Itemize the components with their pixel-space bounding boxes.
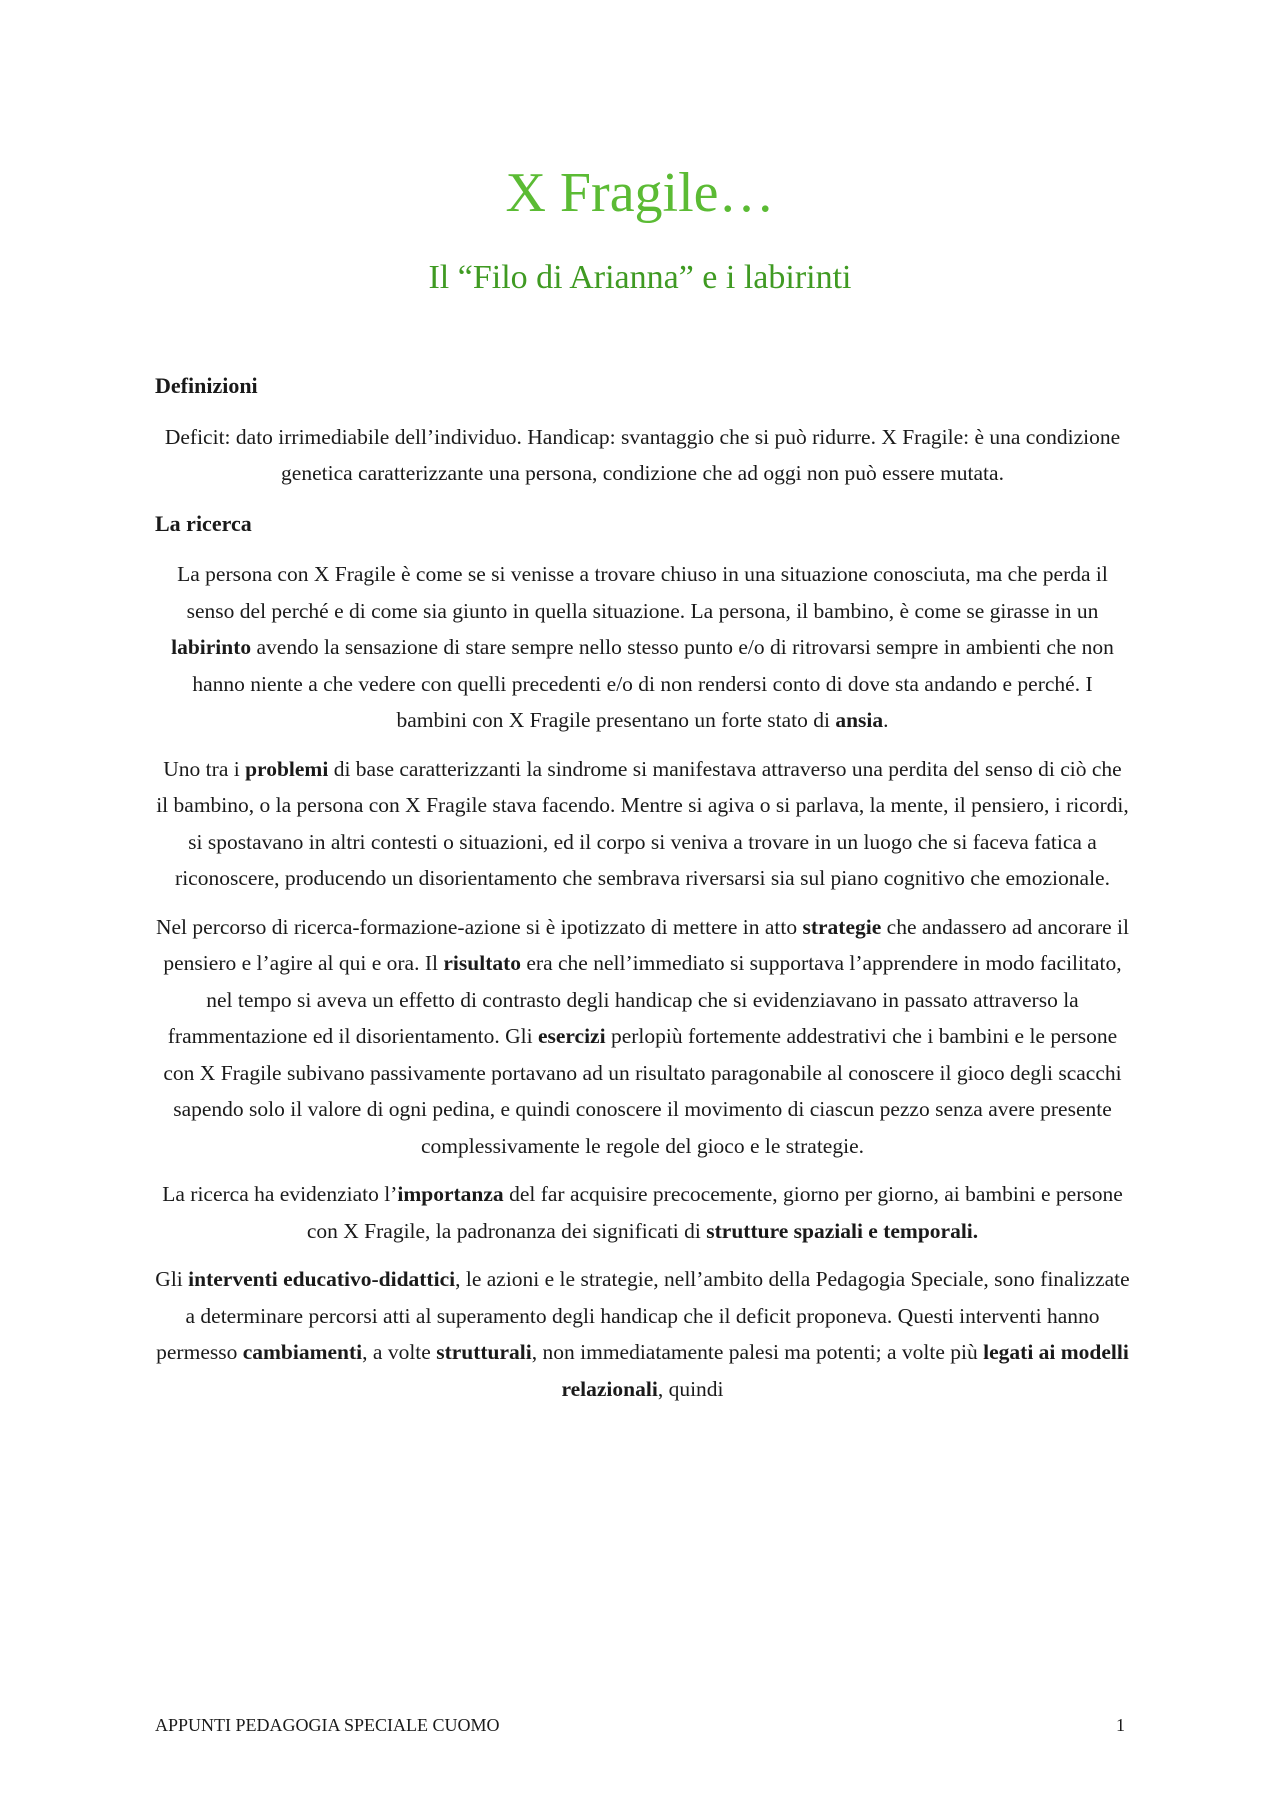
bold-text: strategie	[802, 914, 882, 939]
bold-text: problemi	[245, 756, 329, 781]
text-run: del far acquisire precocemente, giorno per giorno, ai bambini e persone con X Fragile, la padronanza dei significati di	[306, 1182, 1123, 1243]
text-run: Gli	[155, 1267, 189, 1292]
text-run: Uno tra i	[163, 756, 246, 781]
text-run: perlopiù fortemente addestrativi che i bambini e le persone con X Fragile subivano passivamente portavano ad un risultato paragonabile al conoscere il gioco degli scacchi sapendo solo il valore di ogni pedina, e quindi conoscere il movimento di ciascun pezzo senza avere presente complessivamente le regole del gioco e le strategie.	[163, 1024, 1122, 1158]
text-run: Deficit: dato irrimediabile dell’individuo. Handicap: svantaggio che si può ridurre. X Fragile: è una condizione genetica caratterizzante una persona, condizione che ad oggi non può essere mutata.	[164, 424, 1121, 486]
text-run: La ricerca ha evidenziato l’	[162, 1182, 398, 1207]
paragraph	[155, 1176, 1130, 1249]
bold-text: risultato	[443, 951, 522, 976]
text-run: , le azioni e le strategie, nell’ambito della Pedagogia Speciale, sono finalizzate a determinare percorsi atti al superamento degli handicap che il deficit proponeva. Questi interventi hanno permesso	[156, 1267, 1130, 1365]
bold-text: strutture spaziali e temporali.	[706, 1218, 979, 1243]
section-heading-definizioni: Definizioni	[155, 373, 258, 398]
text-run: di base caratterizzanti la sindrome si manifestava attraverso una perdita del senso di ciò che il bambino, o la persona con X Fragile stava facendo. Mentre si agiva o si parlava, la mente, il pensiero, i ricordi, si spostavano in altri contesti o situazioni, ed il corpo si veniva a trovare in un luogo che si faceva fatica a riconoscere, producendo un disorientamento che sembrava riversarsi sia sul piano cognitivo che emozionale.	[156, 756, 1129, 891]
document-body	[155, 372, 1130, 1419]
bold-text: strutturali	[436, 1340, 532, 1365]
bold-text: legati ai modelli relazionali	[561, 1340, 1129, 1401]
bold-text: esercizi	[537, 1024, 606, 1049]
document-subtitle: Il “Filo di Arianna” e i labirinti	[428, 259, 852, 296]
bold-text: ansia	[835, 708, 884, 733]
text-run: era che nell’immediato si supportava l’apprendere in modo facilitato, nel tempo si aveva un effetto di contrasto degli handicap che si evidenziavano in passato attraverso la frammentazione ed il disorientamento. Gli	[167, 951, 1122, 1049]
paragraph	[155, 419, 1130, 492]
paragraph	[155, 1261, 1130, 1407]
text-run: che andassero ad ancorare il pensiero e l’agire al qui e ora. Il	[163, 914, 1129, 976]
text-run: , quindi	[657, 1376, 724, 1401]
page-footer	[155, 1715, 1125, 1736]
paragraph	[155, 909, 1130, 1165]
bold-text: importanza	[397, 1182, 504, 1207]
text-run: , a volte	[362, 1340, 437, 1365]
text-run: .	[883, 708, 889, 733]
text-run: , non immediatamente palesi ma potenti; a volte più	[531, 1340, 984, 1365]
text-run: Nel percorso di ricerca-formazione-azione si è ipotizzato di mettere in atto	[155, 914, 803, 939]
text-run: La persona con X Fragile è come se si venisse a trovare chiuso in una situazione conosciuta, ma che perda il senso del perché e di come sia giunto in quella situazione. La persona, il bambino, è come se girasse in un	[177, 562, 1108, 623]
text-run: avendo la sensazione di stare sempre nello stesso punto e/o di ritrovarsi sempre in ambienti che non hanno niente a che vedere con quelli precedenti e/o di non rendersi conto di dove sta andando e perché. I bambini con X Fragile presentano un forte stato di	[192, 635, 1114, 733]
footer-label: APPUNTI PEDAGOGIA SPECIALE CUOMO	[155, 1715, 500, 1735]
bold-text: labirinto	[171, 635, 252, 660]
paragraph	[155, 751, 1130, 897]
bold-text: cambiamenti	[242, 1340, 363, 1365]
page-number: 1	[1116, 1715, 1125, 1735]
bold-text: interventi educativo-didattici	[188, 1267, 456, 1292]
section-heading-la-ricerca: La ricerca	[155, 510, 252, 536]
paragraph	[155, 556, 1130, 739]
document-title: X Fragile…	[505, 162, 775, 224]
